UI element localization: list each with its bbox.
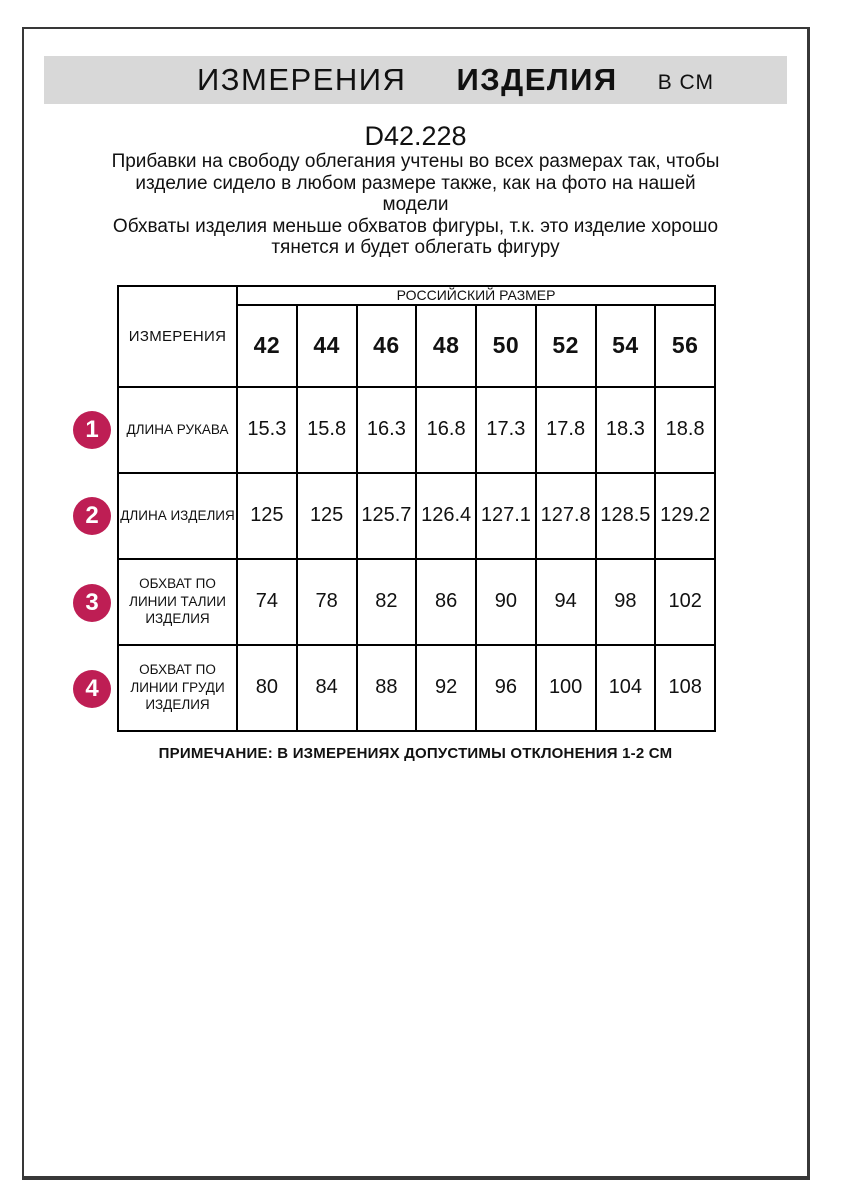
note-text: ПРИМЕЧАНИЕ: В ИЗМЕРЕНИЯХ ДОПУСТИМЫ ОТКЛОНЕНИЯ 1-2 СМ <box>158 744 673 762</box>
header-title-measurements: ИЗМЕРЕНИЯ <box>197 62 407 97</box>
measurement-row-waist-girth <box>118 559 715 645</box>
intro-line: модели <box>382 194 449 215</box>
row-number-badge-3: 3 <box>73 584 111 622</box>
header-units-label: В СМ <box>657 70 714 94</box>
measurement-row-label: ДЛИНА ИЗДЕЛИЯ <box>118 473 237 559</box>
measurement-value-cell: 100 <box>536 645 596 731</box>
measurement-value-cell: 94 <box>536 559 596 645</box>
measurement-value-cell: 96 <box>476 645 536 731</box>
measurement-value-cell: 16.8 <box>416 387 476 473</box>
measurement-value-cell: 102 <box>655 559 715 645</box>
measurement-value-cell: 126.4 <box>416 473 476 559</box>
measurement-value-cell: 18.8 <box>655 387 715 473</box>
measurement-row-sleeve-length <box>118 387 715 473</box>
measurement-value-cell: 84 <box>297 645 357 731</box>
measurement-row-item-length <box>118 473 715 559</box>
measurement-value-cell: 15.3 <box>237 387 297 473</box>
measurement-value-cell: 86 <box>416 559 476 645</box>
measurement-value-cell: 127.8 <box>536 473 596 559</box>
size-column-header-44: 44 <box>297 305 357 387</box>
page-frame <box>22 27 810 1180</box>
measurement-value-cell: 18.3 <box>596 387 656 473</box>
measurement-value-cell: 125 <box>237 473 297 559</box>
measurement-value-cell: 80 <box>237 645 297 731</box>
measurement-value-cell: 98 <box>596 559 656 645</box>
measurement-value-cell: 128.5 <box>596 473 656 559</box>
measurement-value-cell: 88 <box>357 645 417 731</box>
measurement-value-cell: 16.3 <box>357 387 417 473</box>
size-table-wrap <box>85 285 714 732</box>
measurements-header-cell: ИЗМЕРЕНИЯ <box>118 286 237 387</box>
measurement-value-cell: 129.2 <box>655 473 715 559</box>
measurement-row-chest-girth <box>118 645 715 731</box>
size-column-header-46: 46 <box>357 305 417 387</box>
intro-line: изделие сидело в любом размере также, как на фото на нашей <box>135 172 696 194</box>
measurement-row-label: ОБХВАТ ПО ЛИНИИ ТАЛИИ ИЗДЕЛИЯ <box>118 559 237 645</box>
measurement-value-cell: 78 <box>297 559 357 645</box>
measurement-value-cell: 82 <box>357 559 417 645</box>
intro-line: Прибавки на свободу облегания учтены во всех размерах так, чтобы <box>111 151 720 172</box>
measurement-row-label: ДЛИНА РУКАВА <box>118 387 237 473</box>
intro-line: тянется и будет облегать фигуру <box>271 237 560 258</box>
size-column-header-52: 52 <box>536 305 596 387</box>
size-group-header-row <box>118 286 715 305</box>
article-code: D42.228 <box>364 121 467 151</box>
size-column-header-56: 56 <box>655 305 715 387</box>
russian-size-header-cell: РОССИЙСКИЙ РАЗМЕР <box>237 286 715 305</box>
size-column-header-42: 42 <box>237 305 297 387</box>
size-table <box>117 285 716 732</box>
intro-paragraph-1 <box>24 151 807 216</box>
measurement-value-cell: 90 <box>476 559 536 645</box>
intro-paragraph-2 <box>24 216 807 259</box>
row-number-badge-2: 2 <box>73 497 111 535</box>
measurement-value-cell: 125 <box>297 473 357 559</box>
row-number-badge-1: 1 <box>73 411 111 449</box>
row-number-badge-4: 4 <box>73 670 111 708</box>
size-column-header-48: 48 <box>416 305 476 387</box>
size-column-header-54: 54 <box>596 305 656 387</box>
measurement-value-cell: 104 <box>596 645 656 731</box>
measurement-value-cell: 17.3 <box>476 387 536 473</box>
measurement-value-cell: 74 <box>237 559 297 645</box>
measurement-value-cell: 17.8 <box>536 387 596 473</box>
header-title-product: ИЗДЕЛИЯ <box>456 62 618 97</box>
intro-line: Обхваты изделия меньше обхватов фигуры, т.к. это изделие хорошо <box>112 215 719 237</box>
measurement-value-cell: 125.7 <box>357 473 417 559</box>
measurement-value-cell: 92 <box>416 645 476 731</box>
size-column-header-50: 50 <box>476 305 536 387</box>
measurement-value-cell: 15.8 <box>297 387 357 473</box>
measurement-value-cell: 108 <box>655 645 715 731</box>
measurement-value-cell: 127.1 <box>476 473 536 559</box>
header-band <box>44 56 787 104</box>
measurement-row-label: ОБХВАТ ПО ЛИНИИ ГРУДИ ИЗДЕЛИЯ <box>118 645 237 731</box>
